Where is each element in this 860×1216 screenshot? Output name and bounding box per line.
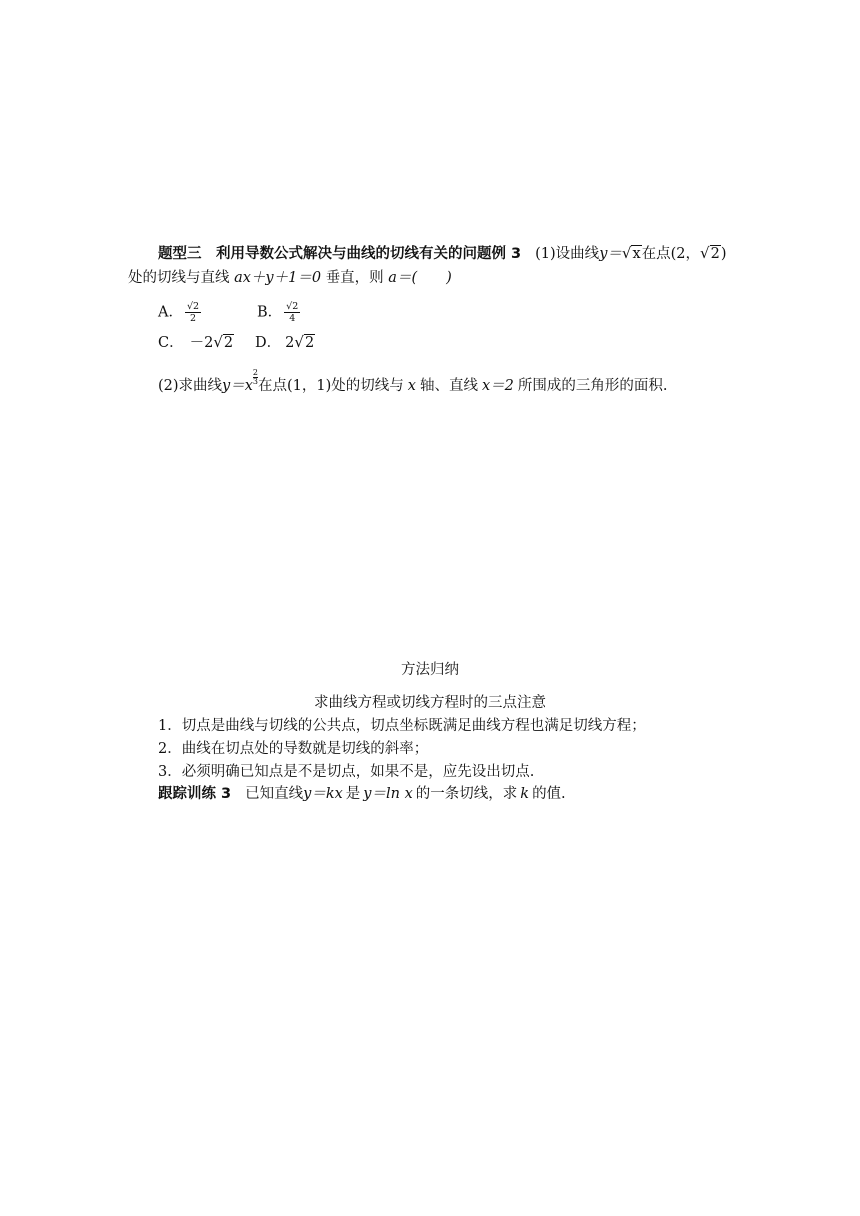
practice-equation-1: y＝kx <box>303 786 343 802</box>
practice-text-c: 的一条切线，求 <box>415 786 518 802</box>
option-c-sqrt: √2 <box>213 333 234 351</box>
option-c-prefix: －2 <box>189 335 214 351</box>
problem-part-2 <box>158 369 667 396</box>
summary-subheading: 求曲线方程或切线方程时的三点注意 <box>314 695 546 711</box>
summary-item-1: 1．切点是曲线与切线的公共点，切点坐标既满足曲线方程也满足切线方程； <box>158 718 646 734</box>
part2-exponent: $\frac{2}{3}$ <box>252 368 259 386</box>
part2-text-b: 在点(1，1)处的切线与 <box>258 377 404 394</box>
problem-line-2 <box>128 268 452 288</box>
problem-line-1 <box>158 243 727 264</box>
option-d <box>255 332 315 353</box>
problem-title: 题型三 利用导数公式解决与曲线的切线有关的问题例 3 <box>158 246 522 262</box>
option-d-prefix: 2 <box>285 335 295 351</box>
part2-text-d: 所围成的三角形的面积. <box>517 377 668 394</box>
close-paren: ) <box>720 246 727 262</box>
option-a-fraction: $\frac{√2}{2}$ <box>186 301 200 324</box>
option-a <box>158 301 203 324</box>
part2-equation: y＝x <box>222 377 253 394</box>
answer-blank: a＝( ) <box>388 270 452 286</box>
practice-text-a: 已知直线 <box>245 786 304 802</box>
equation-y: y＝ <box>599 246 622 262</box>
practice-line <box>158 784 566 804</box>
sqrt-x: √x <box>621 244 641 262</box>
point-text: 在点(2， <box>641 246 701 262</box>
sqrt-two: √2 <box>700 244 720 262</box>
part2-text-c: 轴、直线 <box>419 377 478 394</box>
summary-item-3: 3．必须明确已知点是不是切点，如果不是，应先设出切点. <box>158 764 535 780</box>
option-b <box>257 301 302 324</box>
line2-text-c: 垂直，则 <box>325 270 384 286</box>
line-equation: ax＋y＋1＝0 <box>234 270 322 286</box>
option-c-label: C． <box>158 335 184 351</box>
summary-item-2: 2．曲线在切点处的导数就是切线的斜率； <box>158 741 429 757</box>
option-a-label: A． <box>158 304 183 321</box>
practice-equation-2: y＝ln x <box>363 786 413 802</box>
problem-part1-intro: (1)设曲线 <box>535 246 600 262</box>
summary-heading: 方法归纳 <box>401 662 459 678</box>
part2-x-axis: x <box>407 377 416 394</box>
practice-text-d: 的值. <box>532 786 566 802</box>
part2-intro: (2)求曲线 <box>158 377 223 394</box>
option-c <box>158 332 234 353</box>
line2-text-a: 处的切线与直线 <box>128 270 230 286</box>
part2-line-x: x＝2 <box>481 377 514 394</box>
option-b-fraction: $\frac{√2}{4}$ <box>286 301 299 324</box>
practice-label: 跟踪训练 3 <box>158 786 232 802</box>
option-b-label: B． <box>257 304 283 321</box>
option-d-sqrt: √2 <box>294 333 315 351</box>
practice-k: k <box>520 786 530 802</box>
option-d-label: D． <box>255 335 282 351</box>
practice-text-b: 是 <box>345 786 361 802</box>
